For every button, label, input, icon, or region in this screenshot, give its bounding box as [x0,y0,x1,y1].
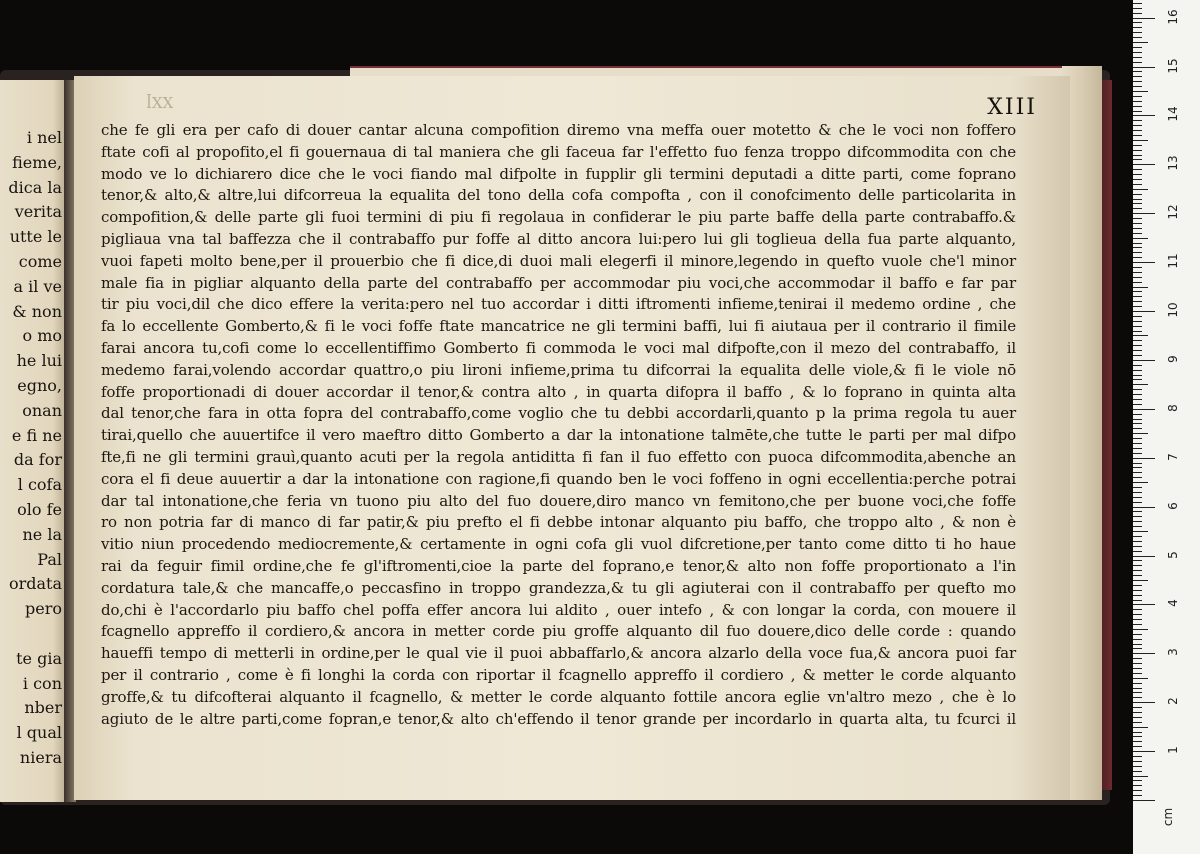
text-line: ftate cofi al propofito,el fi gouernaua di tal maniera che gli faceua far l'effetto fuo fenza troppo difcommodita con che [101,142,1016,161]
ruler-tick [1133,404,1142,405]
ruler-tick [1133,247,1142,248]
text-line: medemo farai,volendo accordar quattro,o piu lironi infieme,prima tu difcorrai la equalita delle viole,& fi le viole nō [101,360,1016,379]
ruler-tick [1133,52,1142,53]
ruler-number: 10 [1166,302,1180,318]
page-text-block [101,120,1016,730]
left-page-line: te gia [16,648,62,668]
text-line: cordatura tale,& che mancaffe,o peccasfino in troppo grandezza,& tu gli agiuterai con il contrabaffo per quefto mo [101,578,1016,597]
ruler-tick [1133,394,1142,395]
ruler-tick [1133,663,1142,664]
ruler-tick [1133,340,1142,341]
ruler-tick [1133,370,1142,371]
ruler-tick [1133,57,1142,58]
ruler-tick [1133,272,1142,273]
ruler-tick [1133,267,1142,268]
ruler-tick [1133,458,1155,459]
left-page [0,80,66,802]
ruler-tick [1133,619,1142,620]
ruler-tick [1133,497,1142,498]
ruler-unit-label: cm [1161,807,1176,827]
ruler-tick [1133,673,1142,674]
ruler-tick [1133,326,1142,327]
ruler-tick [1133,634,1142,635]
left-page-line: o mo [22,326,62,346]
ruler-tick [1133,531,1148,532]
ruler-tick [1133,345,1142,346]
ruler-tick [1133,526,1142,527]
text-line: groffe,& tu difcofterai alquanto il fcagnello, & metter le corde alquanto fottile ancora eglie vn'altro mezo , che è lo [101,687,1016,706]
ruler-tick [1133,732,1142,733]
ruler-tick [1133,208,1142,209]
left-page-line: pero [25,599,62,619]
ruler-tick [1133,771,1142,772]
ruler-tick [1133,194,1142,195]
ruler-number: 1 [1166,746,1180,754]
ruler-tick [1133,688,1142,689]
ruler-tick [1133,575,1142,576]
text-line: agiuto de le altre parti,come fopran,e tenor,& alto ch'effendo il tenor grande per incordarlo in quarta alta, tu fcurci il [101,709,1016,728]
text-line: cora el fi deue auuertir a dar la intonatione con ragione,fi quando ben le voci foffeno in ogni eccellentia:perche potrai [101,469,1016,488]
ruler-tick [1133,585,1142,586]
ruler-tick [1133,658,1142,659]
left-page-line: onan [22,400,62,420]
ruler-tick [1133,800,1155,801]
ruler-tick [1133,174,1142,175]
ruler-tick [1133,145,1142,146]
ruler-tick [1133,536,1142,537]
left-page-line: dica la [8,177,62,197]
text-line: farai ancora tu,cofi come lo eccellentiffimo Gomberto fi commoda le voci mal difpofte,con il mezo del contrabaffo, il [101,338,1016,357]
ruler-tick [1133,96,1142,97]
ruler-tick [1133,311,1155,312]
ruler-tick [1133,91,1148,92]
ruler-tick [1133,287,1148,288]
faint-stamp: ꟾXX [146,94,174,112]
ruler-tick [1133,169,1142,170]
ruler-tick [1133,516,1142,517]
ruler-tick [1133,384,1148,385]
ruler-tick [1133,399,1142,400]
ruler-number: 13 [1166,155,1180,171]
text-line: haueffi tempo di metterli in ordine,per le qual vie il puoi abbaffarlo,& ancora alzarlo della voce fua,& ancora puoi far [101,644,1016,663]
text-line: che fe gli era per cafo di douer cantar alcuna compofition diremo vna meffa ouer motetto & che le voci non foffero [101,121,1016,139]
left-page-line: a il ve [13,276,62,296]
ruler-tick [1133,443,1142,444]
ruler-tick [1133,296,1142,297]
ruler-tick [1133,262,1155,263]
ruler-number: 9 [1166,355,1180,363]
ruler-tick [1133,238,1148,239]
ruler-tick [1133,228,1142,229]
text-line: vuoi fapeti molto bene,per il prouerbio che fi dice,di duoi mali elegerfi il minore,legendo in quefto vuole che'l minor [101,251,1016,270]
left-page-line: da for [13,450,62,470]
ruler-tick [1133,282,1142,283]
ruler-tick [1133,551,1142,552]
ruler-tick [1133,331,1142,332]
ruler-tick [1133,252,1142,253]
ruler-tick [1133,101,1142,102]
ruler-tick [1133,565,1142,566]
ruler-tick [1133,13,1142,14]
ruler-tick [1133,712,1142,713]
ruler-tick [1133,463,1142,464]
ruler-tick [1133,375,1142,376]
ruler-tick [1133,467,1142,468]
ruler-tick [1133,746,1142,747]
ruler-tick [1133,741,1142,742]
ruler-tick [1133,218,1142,219]
ruler-tick [1133,164,1155,165]
ruler-tick [1133,521,1142,522]
ruler-tick [1133,27,1142,28]
left-page-line: fieme, [12,152,62,172]
ruler-tick [1133,419,1142,420]
ruler-tick [1133,389,1142,390]
ruler-tick [1133,130,1142,131]
left-page-line: l cofa [17,475,62,495]
left-page-line: nber [24,698,62,718]
text-line: compofition,& delle parte gli fuoi termini di piu fi regolaua in confiderar le piu parte baffe della parte contrabaffo.& [101,208,1016,227]
measuring-ruler [1133,0,1200,854]
ruler-tick [1133,487,1142,488]
ruler-tick [1133,629,1148,630]
ruler-tick [1133,335,1148,336]
ruler-tick [1133,751,1155,752]
ruler-number: 12 [1166,204,1180,220]
ruler-number: 6 [1166,501,1180,510]
ruler-tick [1133,3,1142,4]
ruler-tick [1133,316,1142,317]
ruler-tick [1133,42,1148,43]
ruler-tick [1133,546,1142,547]
ruler-number: 14 [1166,106,1180,123]
ruler-tick [1133,453,1142,454]
ruler-tick [1133,291,1142,292]
ruler-number: 15 [1166,57,1180,74]
ruler-tick [1133,448,1142,449]
ruler-tick [1133,423,1142,424]
ruler-tick [1133,106,1142,107]
ruler-number: 16 [1166,8,1180,25]
ruler-tick [1133,477,1142,478]
ruler-tick [1133,47,1142,48]
ruler-tick [1133,257,1142,258]
ruler-tick [1133,653,1155,654]
ruler-tick [1133,668,1142,669]
ruler-tick [1133,409,1155,410]
ruler-tick [1133,702,1155,703]
ruler-tick [1133,428,1142,429]
ruler-tick [1133,590,1142,591]
text-line: per il contrario , come è fi longhi la corda con riportar il fcagnello appreffo il cordiero , & metter le corde alquanto [101,665,1016,684]
ruler-tick [1133,355,1142,356]
text-line: do,chi è l'accordarlo piu baffo chel poffa effer ancora lui aldito , ouer intefo , & con longar la corda, con mouere il [101,600,1016,619]
ruler-tick [1133,511,1142,512]
text-line: rai da feguir fimil ordine,che fe gl'iftromenti,cioe la parte del foprano,e tenor,& alto non foffe proportionato a l'in [101,556,1016,575]
ruler-tick [1133,243,1142,244]
ruler-tick [1133,62,1142,63]
text-line: pigliaua vna tal baffezza che il contrabaffo pur foffe al ditto ancora lui:pero lui gli toglieua della fua parte alquanto, [101,229,1016,248]
ruler-tick [1133,756,1142,757]
left-page-line: he lui [16,351,62,371]
ruler-number: 3 [1166,648,1180,657]
text-line: fte,fi ne gli termini grauì,quanto acuti per la regola antiditta fi fan il fuo effetto con puoca difcommodita,abenche an [101,447,1016,466]
left-page-line: olo fe [17,500,62,519]
ruler-tick [1133,199,1142,200]
left-page-line: utte le [9,227,62,247]
ruler-tick [1133,213,1155,214]
ruler-tick [1133,776,1148,777]
ruler-tick [1133,736,1142,737]
ruler-tick [1133,692,1142,693]
ruler-tick [1133,203,1142,204]
ruler-tick [1133,766,1142,767]
ruler-number: 2 [1166,697,1180,706]
text-line: vitio niun procedendo mediocremente,& certamente in ogni cofa gli vuol difcretione,per tanto come ditto ti ho haue [101,535,1016,554]
ruler-number: 4 [1166,599,1180,608]
text-line: dar tal intonatione,che feria vn tuono piu alto del fuo douere,diro manco vn femitono,che per buone voci,che foffe [101,491,1016,510]
ruler-tick [1133,541,1142,542]
left-page-line: ne la [22,524,62,544]
ruler-tick [1133,18,1155,19]
left-page-line: niera [19,748,62,767]
left-page-line: come [18,252,62,271]
ruler-tick [1133,639,1142,640]
ruler-tick [1133,678,1148,679]
text-line: fa lo eccellente Gomberto,& fi le voci foffe ftate mancatrice ne gli termini baffi, lui fi aiutaua per il contrario il fimile [101,317,1016,336]
ruler-tick [1133,81,1142,82]
left-page-line: i con [22,673,62,693]
ruler-tick [1133,609,1142,610]
text-line: fcagnello appreffo il cordiero,& ancora in metter corde piu groffe alquanto dil fuo douere,dico delle corde : quando [101,622,1016,641]
ruler-tick [1133,785,1142,786]
ruler-tick [1133,595,1142,596]
ruler-tick [1133,184,1142,185]
ruler-number: 5 [1166,550,1180,559]
text-line: male fia in pigliar alquanto della parte del contrabaffo per accommodar piu voci,che accommodar il baffo e far par [101,273,1016,292]
ruler-tick [1133,350,1142,351]
ruler-tick [1133,321,1142,322]
ruler-tick [1133,111,1142,112]
text-line: tenor,& alto,& altre,lui difcorreua la equalita del tono della cofa compofta , con il conofcimento delle particolarita in [101,186,1016,205]
ruler-tick [1133,67,1155,68]
ruler-tick [1133,135,1142,136]
ruler-tick [1133,365,1142,366]
ruler-tick [1133,150,1142,151]
ruler-tick [1133,697,1142,698]
ruler-tick [1133,301,1142,302]
ruler-tick [1133,644,1142,645]
ruler-tick [1133,761,1142,762]
ruler-tick [1133,223,1142,224]
left-page-line: ordata [8,574,62,594]
folio-number: XIII [987,95,1037,120]
ruler-tick [1133,570,1142,571]
text-line: tirai,quello che auuertifce il vero maeftro ditto Gomberto a dar la intonatione talmēte,che tutte le parti per mal difpo [101,426,1016,445]
ruler-number: 8 [1166,403,1180,412]
ruler-tick [1133,604,1155,605]
ruler-tick [1133,159,1142,160]
ruler-tick [1133,614,1142,615]
ruler-tick [1133,360,1155,361]
ruler-tick [1133,683,1142,684]
ruler-tick [1133,482,1148,483]
ruler-tick [1133,472,1142,473]
ruler-tick [1133,277,1142,278]
text-line: foffe proportionadi di douer accordar il tenor,& contra alto , in quarta difopra il baffo , & lo foprano in quinta alta [101,382,1016,401]
ruler-tick [1133,155,1142,156]
text-line: ro non potria far di manco di far patir,& piu prefto el fi debbe intonar alquanto piu baffo, che troppo alto , & non è [101,513,1016,532]
left-page-line: e fi ne [11,425,62,445]
ruler-tick [1133,795,1142,796]
ruler-tick [1133,125,1142,126]
ruler-number: 11 [1166,253,1180,269]
ruler-tick [1133,233,1142,234]
ruler-tick [1133,707,1142,708]
ruler-tick [1133,179,1142,180]
ruler-tick [1133,438,1142,439]
ruler-tick [1133,727,1148,728]
ruler-tick [1133,120,1142,121]
ruler-tick [1133,492,1142,493]
text-line: dal tenor,che fara in otta fopra del contrabaffo,come voglio che tu debbi accordarli,quanto p la prima regola tu auer [101,404,1016,423]
ruler-tick [1133,32,1142,33]
ruler-tick [1133,306,1142,307]
left-page-line: & non [12,301,62,321]
ruler-tick [1133,780,1142,781]
ruler-tick [1133,717,1142,718]
ruler-number: 7 [1166,452,1180,461]
left-page-line: egno, [17,376,62,395]
ruler-tick [1133,722,1142,723]
ruler-tick [1133,37,1142,38]
ruler-tick [1133,8,1142,9]
ruler-tick [1133,189,1148,190]
ruler-tick [1133,600,1142,601]
ruler-tick [1133,790,1142,791]
text-line: modo ve lo dichiarero dice che le voci fiando mal difpolte in fupplir gli termini deputadi a ditte parti, come foprano [101,164,1016,183]
ruler-tick [1133,433,1148,434]
ruler-tick [1133,414,1142,415]
ruler-tick [1133,580,1148,581]
ruler-tick [1133,560,1142,561]
ruler-tick [1133,648,1142,649]
ruler-tick [1133,502,1142,503]
left-page-line: Pal [37,549,62,569]
text-line: tir piu voci,dil che dico effere la verita:pero nel tuo accordar i ditti iftromenti infieme,tenirai il medemo ordine , che [101,295,1016,314]
ruler-tick [1133,556,1155,557]
left-page-line: l qual [16,723,62,743]
ruler-tick [1133,140,1148,141]
ruler-tick [1133,86,1142,87]
ruler-tick [1133,507,1155,508]
ruler-tick [1133,624,1142,625]
left-page-line: verita [14,202,62,222]
ruler-tick [1133,76,1142,77]
ruler-tick [1133,379,1142,380]
ruler-tick [1133,71,1142,72]
ruler-tick [1133,22,1142,23]
left-page-line: i nel [26,128,62,147]
ruler-tick [1133,115,1155,116]
